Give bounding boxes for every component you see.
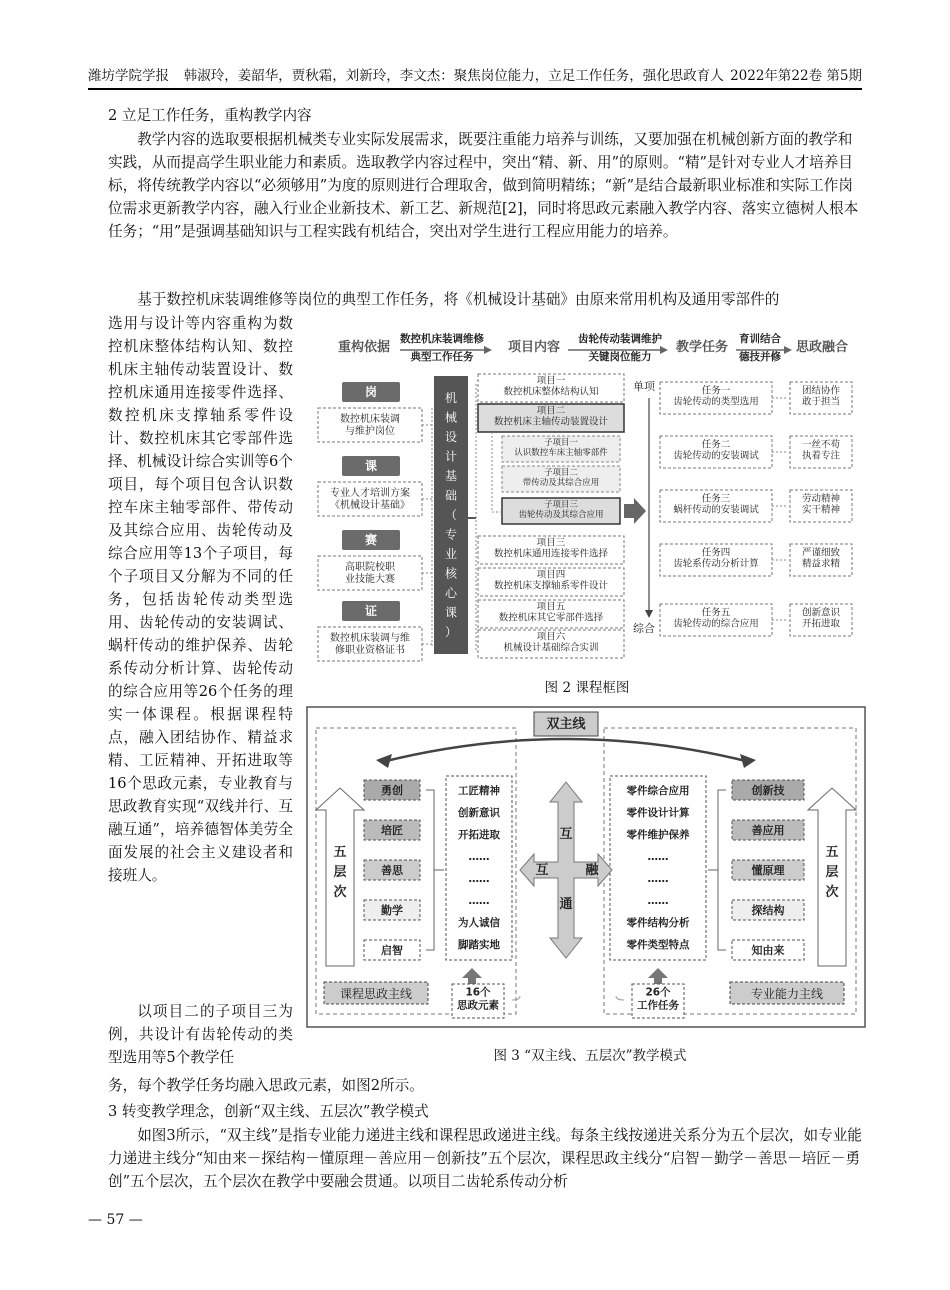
figure-label: 德技并修 bbox=[739, 351, 781, 363]
left-tag-label: 证 bbox=[364, 604, 378, 618]
right-level-label: 知由来 bbox=[751, 944, 785, 957]
task-label: 任务二齿轮传动的安装调试 bbox=[673, 439, 759, 462]
center-char: 核 bbox=[444, 566, 458, 581]
figure-2-course-diagram bbox=[312, 318, 862, 666]
left-level-label: 勤学 bbox=[381, 904, 403, 917]
issue-info: 2022年第22卷 第5期 bbox=[730, 68, 862, 84]
center-char: 心 bbox=[444, 586, 458, 600]
right-level-label: 探结构 bbox=[751, 904, 785, 917]
project-label: 项目二数控机床主轴传动装置设计 bbox=[493, 405, 609, 428]
subproject-label: 子项目二带传动及其综合应用 bbox=[522, 467, 600, 489]
right-main-label: 专业能力主线 bbox=[750, 987, 824, 1001]
project-label: 项目三数控机床通用连接零件选择 bbox=[493, 537, 609, 560]
center-char: 课 bbox=[444, 605, 458, 620]
left-tag-label: 赛 bbox=[364, 533, 378, 547]
count-right-label: 26个工作任务 bbox=[637, 986, 679, 1012]
figure-label: 教学任务 bbox=[675, 340, 729, 355]
left-level-label: 善思 bbox=[381, 864, 403, 877]
five-levels-char: 次 bbox=[333, 885, 347, 900]
left-list-item: 开拓进取 bbox=[458, 829, 500, 841]
left-box-label: 专业人才培训方案《机械设计基础》 bbox=[330, 488, 410, 511]
left-level-label: 启智 bbox=[381, 944, 403, 957]
task-label: 任务四齿轮系传动分析计算 bbox=[673, 547, 759, 570]
right-list-item: 零件设计计算 bbox=[626, 807, 690, 819]
project-label: 项目一数控机床整体结构认知 bbox=[503, 375, 599, 398]
project-label: 项目六机械设计基础综合实训 bbox=[503, 631, 599, 654]
section3-title: 3 转变教学理念，创新“双主线、五层次”教学模式 bbox=[108, 1103, 429, 1120]
task-label: 任务五齿轮传动的综合应用 bbox=[673, 607, 759, 630]
figure-3-teaching-model bbox=[306, 706, 866, 1028]
journal-name: 潍坊学院学报 bbox=[88, 68, 169, 84]
right-list-item: 零件类型特点 bbox=[626, 939, 690, 951]
left-list-item: 脚踏实地 bbox=[458, 939, 500, 951]
section3-para1: 如图3所示，“双主线”是指专业能力递进主线和课程思政递进主线。每条主线按递进关系分为五个层次，如专业能力递进主线分“知由来－探结构－懂原理－善应用－创新技”五个层次，课程思政主线分“启智－勤学－善思－培匠－勇创”五个层次，五个层次在教学中要融会贯通。以项目二齿轮系传动分析 bbox=[108, 1127, 862, 1190]
five-levels-char: 五 bbox=[825, 845, 839, 860]
value-label: 严谨细致精益求精 bbox=[801, 547, 841, 570]
left-tag-label: 课 bbox=[364, 459, 378, 473]
task-label: 任务一齿轮传动的类型选用 bbox=[673, 385, 759, 408]
left-list-item: 为人诚信 bbox=[458, 917, 500, 929]
figure-label: 关键岗位能力 bbox=[588, 351, 652, 363]
left-list-item: 创新意识 bbox=[458, 807, 500, 819]
page-number: — 57 — bbox=[88, 1212, 143, 1228]
section2-para1: 教学内容的选取要根据机械类专业实际发展需求，既要注重能力培养与训练，又要加强在机械创新方面的教学和实践，从而提高学生职业能力和素质。选取教学内容过程中，突出“精、新、用”的原则。“精”是针对专业人才培养目标，将传统教学内容以“必须够用”为度的原则进行合理取舍，做到简明精练；“新”是结合最新职业标准和实际工作岗位需求更新教学内容，融入行业企业新技术、新工艺、新规范[2]，同时将思政元素融入教学内容、落实立德树人根本任务；“用”是强调基础知识与工程实践有机结合，突出对学生进行工程应用能力的培养。 bbox=[108, 131, 859, 240]
figure-label: 重构依据 bbox=[337, 340, 391, 355]
figure-label: 思政融合 bbox=[795, 340, 849, 355]
left-list-box bbox=[446, 776, 512, 960]
task-label: 任务三蜗杆传动的安装调试 bbox=[673, 493, 759, 516]
subproject-label: 子项目三齿轮传动及其综合应用 bbox=[518, 499, 604, 521]
value-label: 一丝不苟执着专注 bbox=[801, 439, 841, 462]
right-list-item: …… bbox=[647, 851, 669, 863]
combined-label: 综合 bbox=[633, 622, 655, 635]
cross-label: 通 bbox=[559, 897, 573, 912]
section2-para3: 以项目二的子项目三为例，共设计有齿轮传动的类型选用等5个教学任 bbox=[108, 1003, 293, 1066]
value-label: 创新意识开拓进取 bbox=[801, 607, 841, 630]
section2-para2-first: 基于数控机床装调维修等岗位的典型工作任务，将《机械设计基础》由原来常用机构及通用零部件的 bbox=[137, 291, 780, 308]
figure-3-caption: 图 3 “双主线、五层次”教学模式 bbox=[493, 1048, 687, 1064]
title-label: 双主线 bbox=[546, 717, 586, 732]
figure-label: 齿轮传动装调维护 bbox=[578, 333, 662, 345]
center-char: 械 bbox=[444, 410, 458, 425]
figure-label: 数控机床装调维修 bbox=[400, 333, 484, 345]
left-box-label: 高职院校职业技能大赛 bbox=[345, 562, 395, 585]
left-list-item: 工匠精神 bbox=[458, 785, 500, 797]
five-levels-char: 层 bbox=[333, 865, 347, 880]
section2-title: 2 立足工作任务，重构教学内容 bbox=[108, 107, 312, 124]
center-char: ） bbox=[444, 625, 458, 639]
right-level-label: 懂原理 bbox=[751, 864, 785, 877]
cross-label: 互 bbox=[559, 827, 573, 842]
left-level-label: 勇创 bbox=[381, 784, 403, 797]
count-left-label: 16个思政元素 bbox=[457, 986, 499, 1012]
center-char: （ bbox=[444, 508, 458, 522]
right-list-box bbox=[610, 776, 706, 960]
running-title: 韩淑玲，姜韶华，贾秋霜，刘新玲，李文杰：聚焦岗位能力，立足工作任务，强化思政育人 2022年第22卷 第5期 bbox=[183, 68, 862, 84]
right-list-item: 零件维护保养 bbox=[626, 829, 690, 841]
left-list-item: …… bbox=[468, 851, 490, 863]
five-levels-char: 次 bbox=[825, 885, 839, 900]
right-list-item: …… bbox=[647, 895, 669, 907]
cross-label: 融 bbox=[585, 863, 599, 878]
section2-para3-end: 务，每个教学任务均融入思政元素，如图2所示。 bbox=[108, 1077, 424, 1094]
figure-2-caption: 图 2 课程框图 bbox=[544, 680, 630, 696]
left-tag-label: 岗 bbox=[364, 385, 378, 399]
cross-label: 互 bbox=[535, 863, 549, 878]
left-level-label: 培匠 bbox=[381, 824, 403, 837]
value-label: 团结协作敢于担当 bbox=[801, 385, 841, 408]
center-char: 础 bbox=[444, 488, 458, 503]
right-level-label: 善应用 bbox=[751, 824, 785, 837]
center-char: 基 bbox=[444, 469, 458, 483]
left-box-label: 数控机床装调与维修职业资格证书 bbox=[330, 633, 410, 656]
single-label: 单项 bbox=[633, 380, 655, 393]
section2-para2-rest: 选用与设计等内容重构为数控机床整体结构认知、数控机床主轴传动装置设计、数控机床通用连接零件选择、数控机床支撑轴系零件设计、数控机床其它零部件选择、机械设计综合实训等6个项目，每个项目包含认识数控车床主轴零部件、带传动及其综合应用、齿轮传动及综合应用等13个子项目，每个子项目又分解为不同的任务，包括齿轮传动类型选用、齿轮传动的安装调试、蜗杆传动的维护保养、齿轮系传动分析计算、齿轮传动的综合应用等26个任务的理实一体课程。根据课程特点，融入团结协作、精益求精、工匠精神、开拓进取等16个思政元素，专业教育与思政教育实现“双线并行、互融互通”，培养德智体美劳全面发展的社会主义建设者和接班人。 bbox=[108, 315, 293, 884]
figure-label: 典型工作任务 bbox=[410, 351, 474, 363]
figure-label: 项目内容 bbox=[507, 340, 561, 355]
project-label: 项目四数控机床支撑轴系零件设计 bbox=[493, 569, 609, 592]
right-list-item: 零件综合应用 bbox=[626, 785, 690, 797]
project-label: 项目五数控机床其它零部件选择 bbox=[498, 601, 604, 624]
right-list-item: 零件结构分析 bbox=[626, 917, 690, 929]
figure-label: 育训结合 bbox=[739, 333, 781, 345]
center-char: 设 bbox=[444, 430, 458, 444]
left-main-label: 课程思政主线 bbox=[339, 987, 413, 1001]
five-levels-char: 层 bbox=[825, 865, 839, 880]
center-char: 专 bbox=[444, 527, 458, 542]
left-list-item: …… bbox=[468, 873, 490, 885]
value-label: 劳动精神实干精神 bbox=[801, 493, 841, 516]
five-levels-char: 五 bbox=[333, 845, 347, 860]
running-header bbox=[88, 58, 862, 90]
subproject-label: 子项目一认识数控车床主轴零部件 bbox=[514, 437, 608, 459]
center-char: 业 bbox=[444, 547, 458, 561]
center-char: 机 bbox=[444, 391, 458, 405]
right-list-item: …… bbox=[647, 873, 669, 885]
right-level-label: 创新技 bbox=[751, 784, 785, 797]
left-box-label: 数控机床装调与维护岗位 bbox=[340, 414, 400, 437]
left-list-item: …… bbox=[468, 895, 490, 907]
center-char: 计 bbox=[444, 449, 458, 464]
